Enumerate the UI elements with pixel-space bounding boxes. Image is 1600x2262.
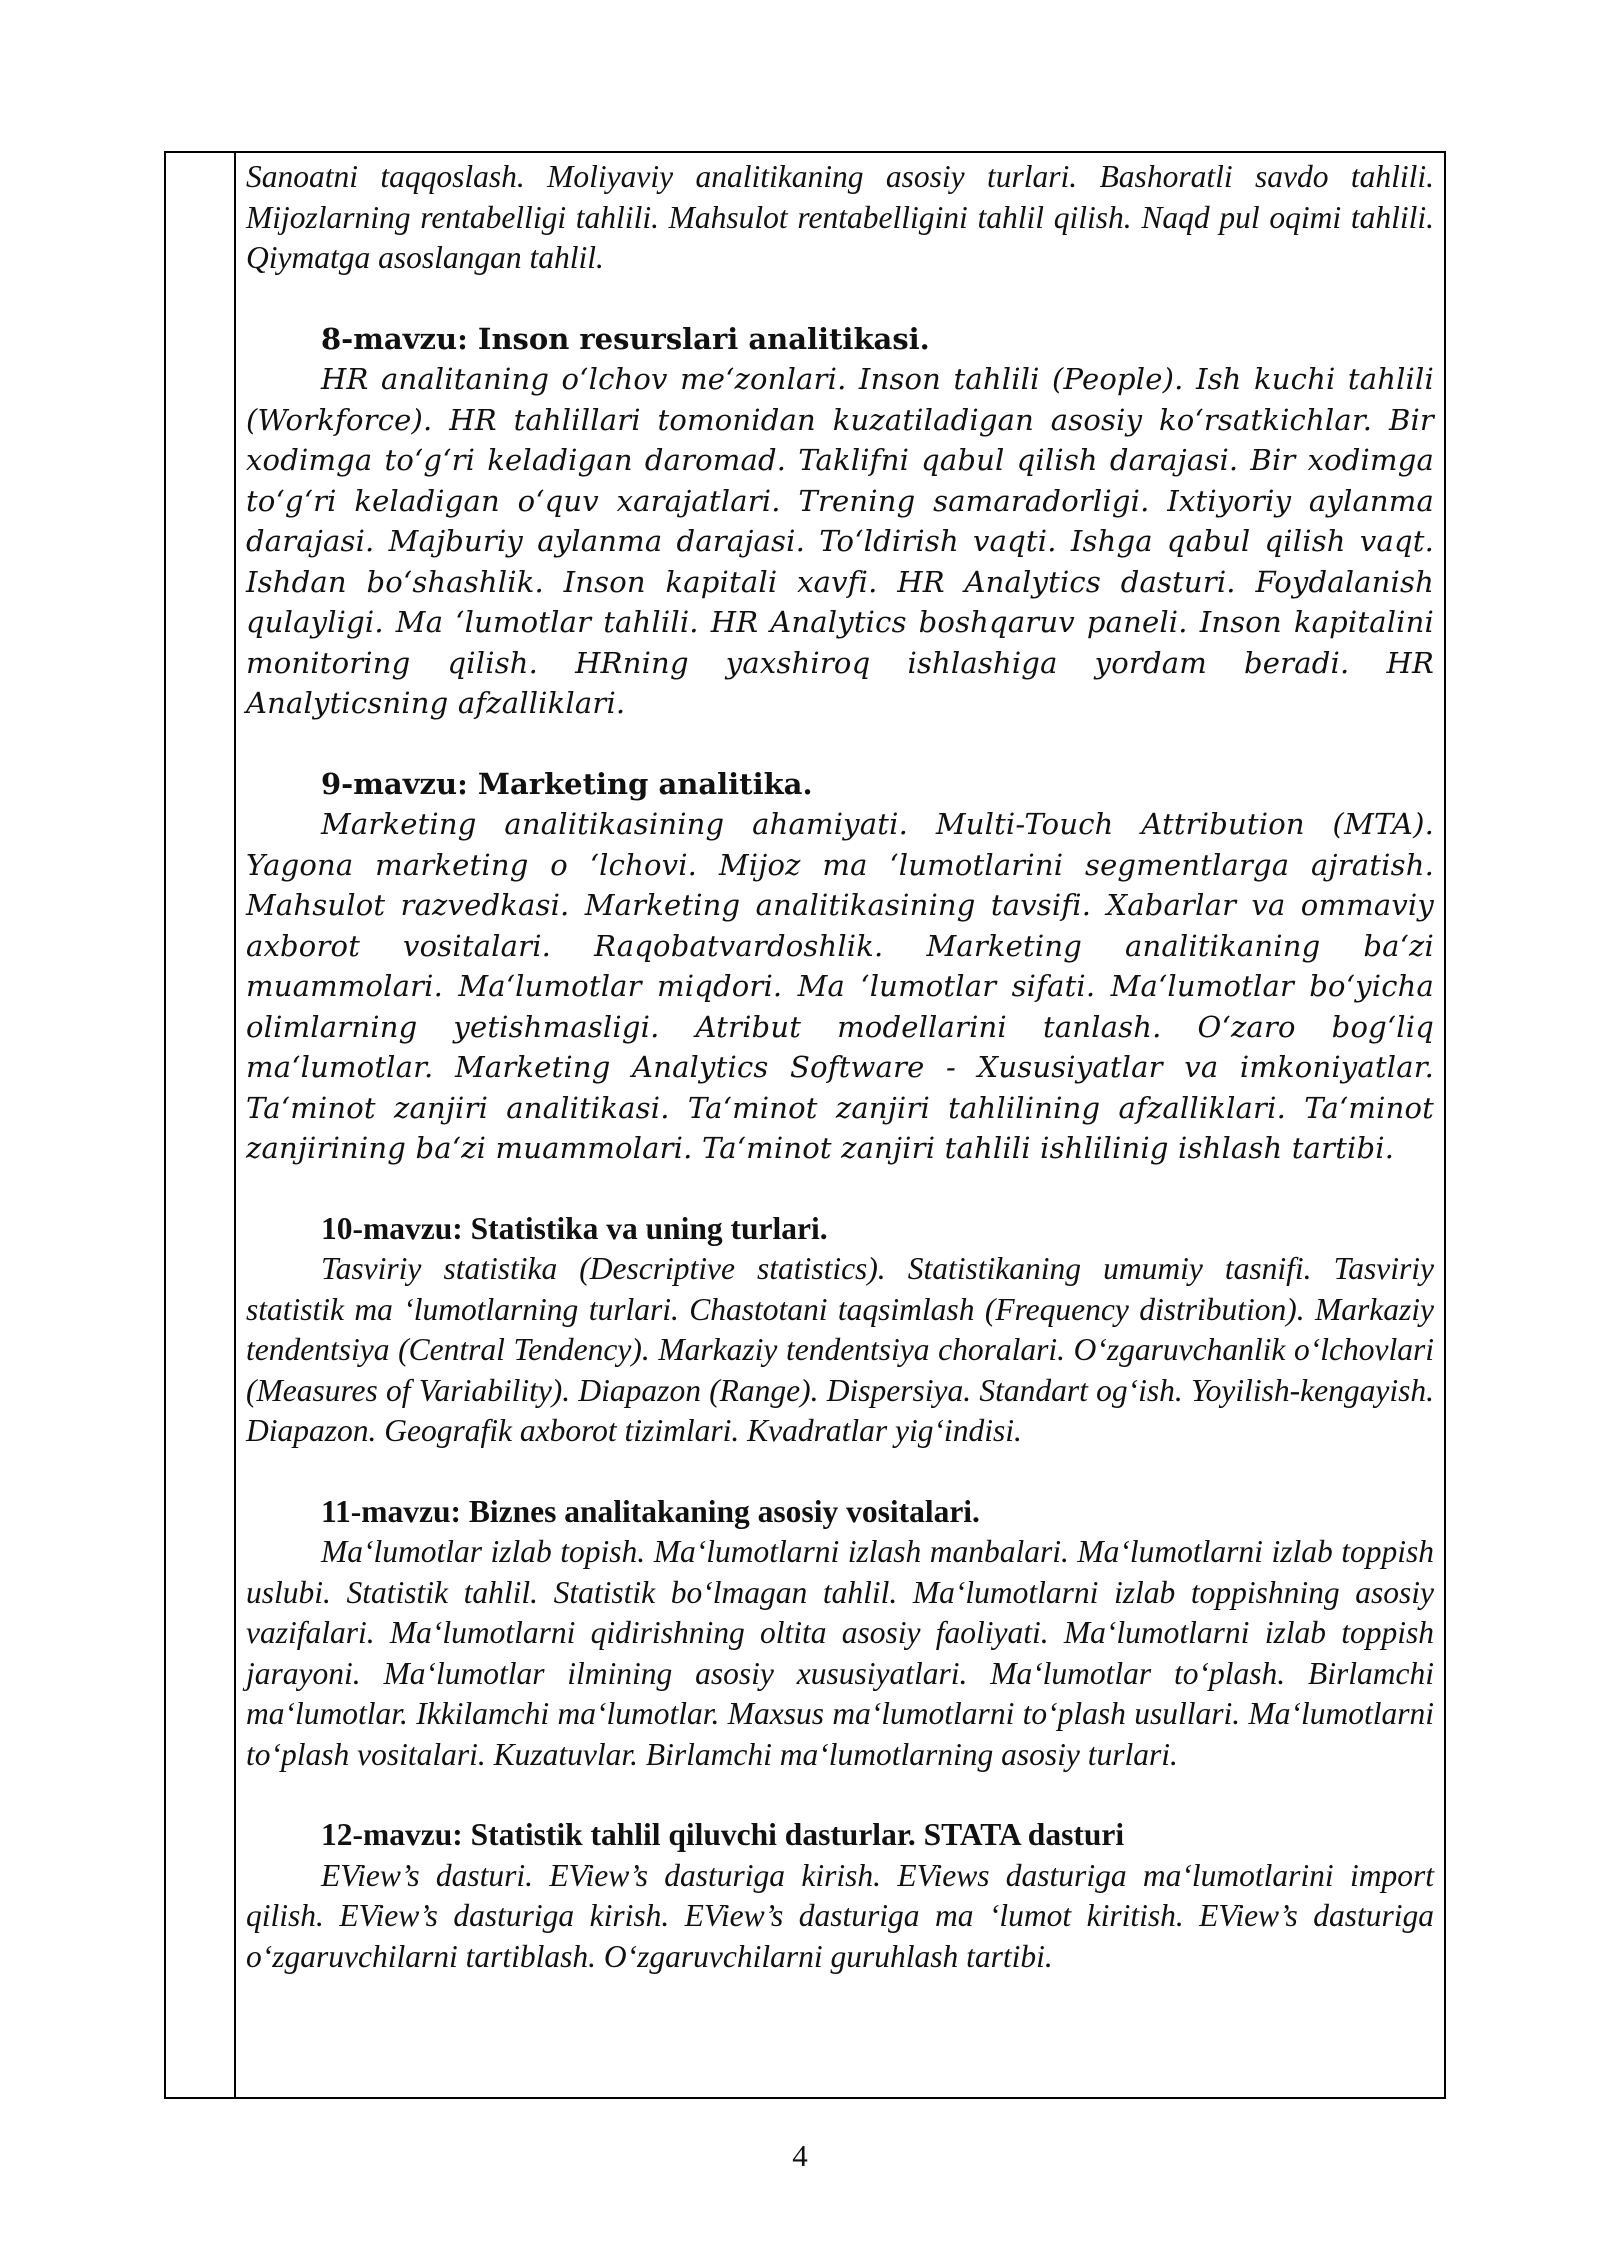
section-body: Ma‘lumotlar izlab topish. Ma‘lumotlarni izlash manbalari. Ma‘lumotlarni izlab toppish uslubi. Statistik tahlil. Statistik bo‘lmagan tahlil. Ma‘lumotlarni izlab toppishning asosiy vazifalari. Ma‘lumotlarni qidirishning oltita asosiy faoliyati. Ma‘lumotlarni izlab toppish jarayoni. Ma‘lumotlar ilmining asosiy xususiyatlari. Ma‘lumotlar to‘plash. Birlamchi ma‘lumotlar. Ikkilamchi ma‘lumotlar. Maxsus ma‘lumotlarni to‘plash usullari. Ma‘lumotlarni to‘plash vositalari. Kuzatuvlar. Birlamchi ma‘lumotlarning asosiy turlari. — [246, 1534, 1434, 1772]
section-heading: 11-mavzu: Biznes analitakaning asosiy vositalari. — [321, 1493, 980, 1529]
section-body: Tasviriy statistika (Descriptive statistics). Statistikaning umumiy tasnifi. Tasviriy statistik ma ‘lumotlarning turlari. Chastotani taqsimlash (Frequency distribution). Markaziy tendentsiya (Central Tendency). Markaziy tendentsiya choralari. O‘zgaruvchanlik o‘lchovlari (Measures of Variability). Diapazon (Range). Dispersiya. Standart og‘ish. Yoyilish-kengayish. Diapazon. Geografik axborot tizimlari. Kvadratlar yig‘indisi. — [246, 1251, 1434, 1448]
section-heading: 9-mavzu: Marketing analitika. — [321, 766, 813, 801]
section-body: HR analitaning o‘lchov me‘zonlari. Inson tahlili (People). Ish kuchi tahlili (Workforce). HR tahlillari tomonidan kuzatiladigan asosiy ko‘rsatkichlar. Bir xodimga to‘g‘ri keladigan daromad. Taklifni qabul qilish darajasi. Bir xodimga to‘g‘ri keladigan o‘quv xarajatlari. Trening samaradorligi. Ixtiyoriy aylanma darajasi. Majburiy aylanma darajasi. To‘ldirish vaqti. Ishga qabul qilish vaqt. Ishdan bo‘shashlik. Inson kapitali xavfi. HR Analytics dasturi. Foydalanish qulayligi. Ma ‘lumotlar tahlili. HR Analytics boshqaruv paneli. Inson kapitalini monitoring qilish. HRning yaxshiroq ishlashiga yordam beradi. HR Analyticsning afzalliklari. — [246, 362, 1434, 720]
content-table — [164, 151, 1446, 2099]
intro-paragraph: Sanoatni taqqoslash. Moliyaviy analitikaning asosiy turlari. Bashoratli savdo tahlili. Mijozlarning rentabelligi tahlili. Mahsulot rentabelligini tahlil qilish. Naqd pul oqimi tahlili. Qiymatga asoslangan tahlil. — [246, 159, 1434, 275]
section-9 — [246, 764, 1434, 1169]
section-body: EView’s dasturi. EView’s dasturiga kirish. EViews dasturiga ma‘lumotlarini import qilish. EView’s dasturiga kirish. EView’s dasturiga ma ‘lumot kiritish. EView’s dasturiga o‘zgaruvchilarni tartiblash. O‘zgaruvchilarni guruhlash tartibi. — [246, 1857, 1434, 1974]
section-12 — [246, 1815, 1434, 1977]
section-body: Marketing analitikasining ahamiyati. Multi-Touch Attribution (MTA). Yagona marketing o ‘lchovi. Mijoz ma ‘lumotlarini segmentlarga ajratish. Mahsulot razvedkasi. Marketing analitikasining tavsifi. Xabarlar va ommaviy axborot vositalari. Raqobatvardoshlik. Marketing analitikaning ba‘zi muammolari. Ma‘lumotlar miqdori. Ma ‘lumotlar sifati. Ma‘lumotlar bo‘yicha olimlarning yetishmasligi. Atribut modellarini tanlash. O‘zaro bog‘liq ma‘lumotlar. Marketing Analytics Software - Xususiyatlar va imkoniyatlar. Ta‘minot zanjiri analitikasi. Ta‘minot zanjiri tahlilining afzalliklari. Ta‘minot zanjirining ba‘zi muammolari. Ta‘minot zanjiri tahlili ishlilinig ishlash tartibi. — [246, 807, 1434, 1165]
section-heading: 10-mavzu: Statistika va uning turlari. — [321, 1210, 828, 1246]
section-11 — [246, 1492, 1434, 1776]
section-heading: 8-mavzu: Inson resurslari analitikasi. — [321, 321, 930, 356]
page-number: 4 — [792, 2138, 808, 2173]
section-10 — [246, 1209, 1434, 1452]
section-8 — [246, 319, 1434, 724]
table-content-cell — [246, 157, 1434, 1977]
table-left-column — [166, 153, 236, 2097]
section-heading: 12-mavzu: Statistik tahlil qiluvchi dasturlar. STATA dasturi — [321, 1817, 1125, 1852]
